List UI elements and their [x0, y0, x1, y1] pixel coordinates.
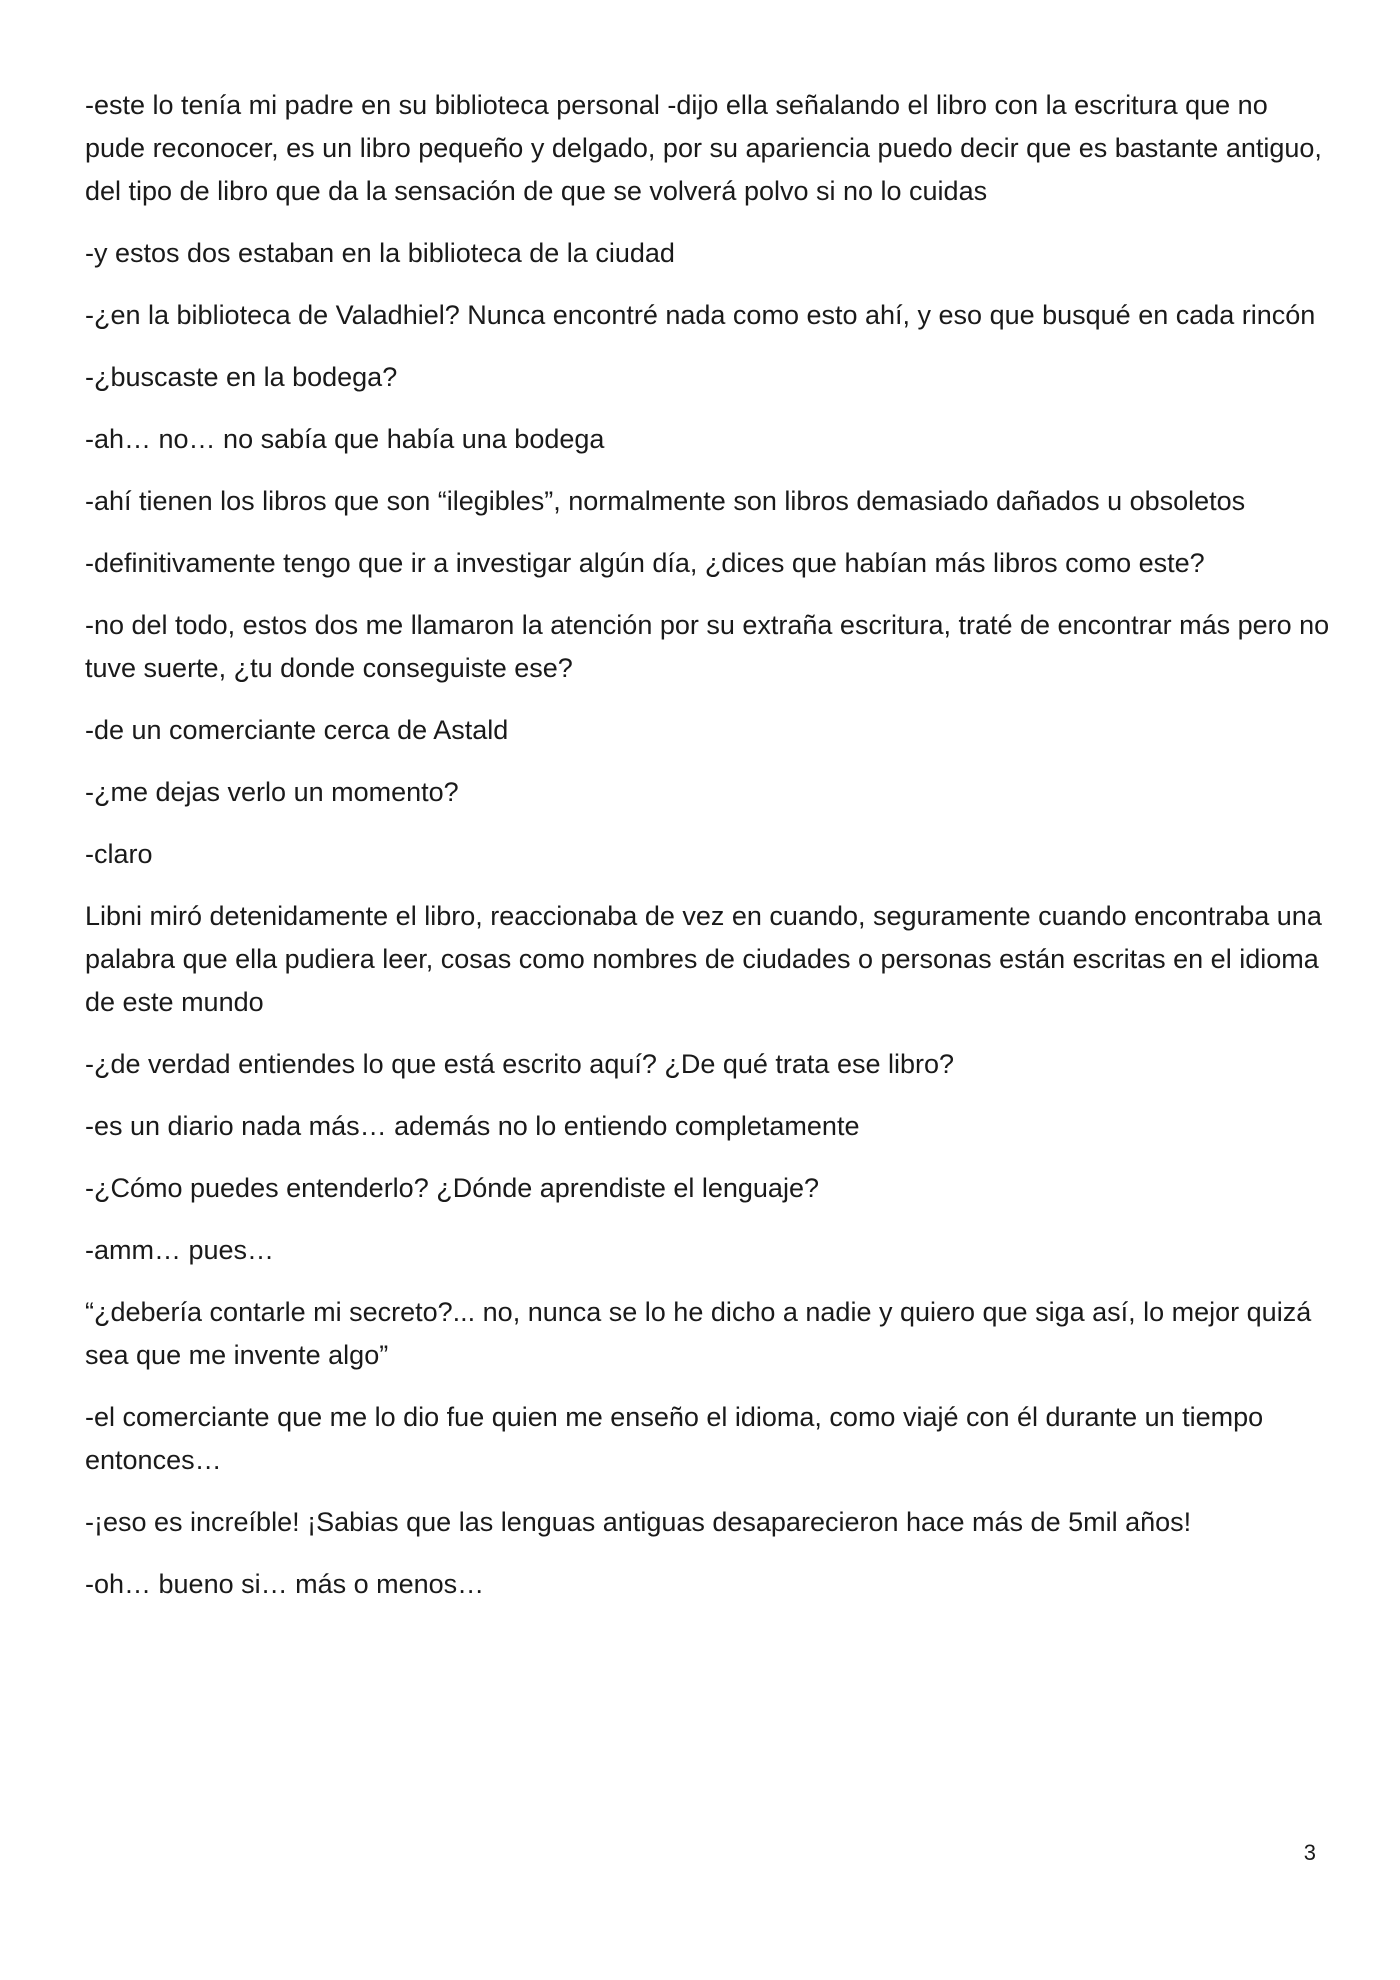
paragraph: -de un comerciante cerca de Astald [85, 715, 509, 745]
paragraph: -¡eso es increíble! ¡Sabias que las lenguas antiguas desaparecieron hace más de 5mil años! [85, 1507, 1192, 1537]
paragraph: -¿de verdad entiendes lo que está escrito aquí? ¿De qué trata ese libro? [85, 1049, 955, 1079]
paragraph: -y estos dos estaban en la biblioteca de la ciudad [85, 238, 675, 268]
paragraph: -ah… no… no sabía que había una bodega [85, 424, 605, 454]
paragraph: -¿en la biblioteca de Valadhiel? Nunca encontré nada como esto ahí, y eso que busqué en cada rincón [85, 300, 1316, 330]
paragraph: -¿me dejas verlo un momento? [85, 777, 459, 807]
paragraph: -amm… pues… [85, 1235, 275, 1265]
page-number: 3 [1303, 1840, 1316, 1865]
paragraph: -ahí tienen los libros que son “ilegibles”, normalmente son libros demasiado dañados u obsoletos [85, 486, 1246, 516]
paragraph: -oh… bueno si… más o menos… [85, 1569, 485, 1599]
paragraph: -es un diario nada más… además no lo entiendo completamente [85, 1111, 860, 1141]
paragraph: -no del todo, estos dos me llamaron la atención por su extraña escritura, traté de encontrar más pero no tuve suerte, ¿tu donde conseguiste ese? [85, 610, 1330, 683]
page-body [85, 84, 1330, 1625]
paragraph: -¿Cómo puedes entenderlo? ¿Dónde aprendiste el lenguaje? [85, 1173, 819, 1203]
paragraph: -¿buscaste en la bodega? [85, 362, 398, 392]
paragraph: Libni miró detenidamente el libro, reaccionaba de vez en cuando, seguramente cuando encontraba una palabra que ella pudiera leer, cosas como nombres de ciudades o personas están escritas en el idioma de este mundo [85, 901, 1322, 1017]
paragraph: -definitivamente tengo que ir a investigar algún día, ¿dices que habían más libros como este? [85, 548, 1205, 578]
paragraph: -el comerciante que me lo dio fue quien me enseño el idioma, como viajé con él durante un tiempo entonces… [85, 1402, 1264, 1475]
paragraph: “¿debería contarle mi secreto?... no, nunca se lo he dicho a nadie y quiero que siga así, lo mejor quizá sea que me invente algo” [85, 1297, 1312, 1370]
paragraph: -claro [85, 839, 153, 869]
paragraph: -este lo tenía mi padre en su biblioteca personal -dijo ella señalando el libro con la escritura que no pude reconocer, es un libro pequeño y delgado, por su apariencia puedo decir que es bastante antiguo, del tipo de libro que da la sensación de que se volverá polvo si no lo cuidas [85, 90, 1322, 206]
